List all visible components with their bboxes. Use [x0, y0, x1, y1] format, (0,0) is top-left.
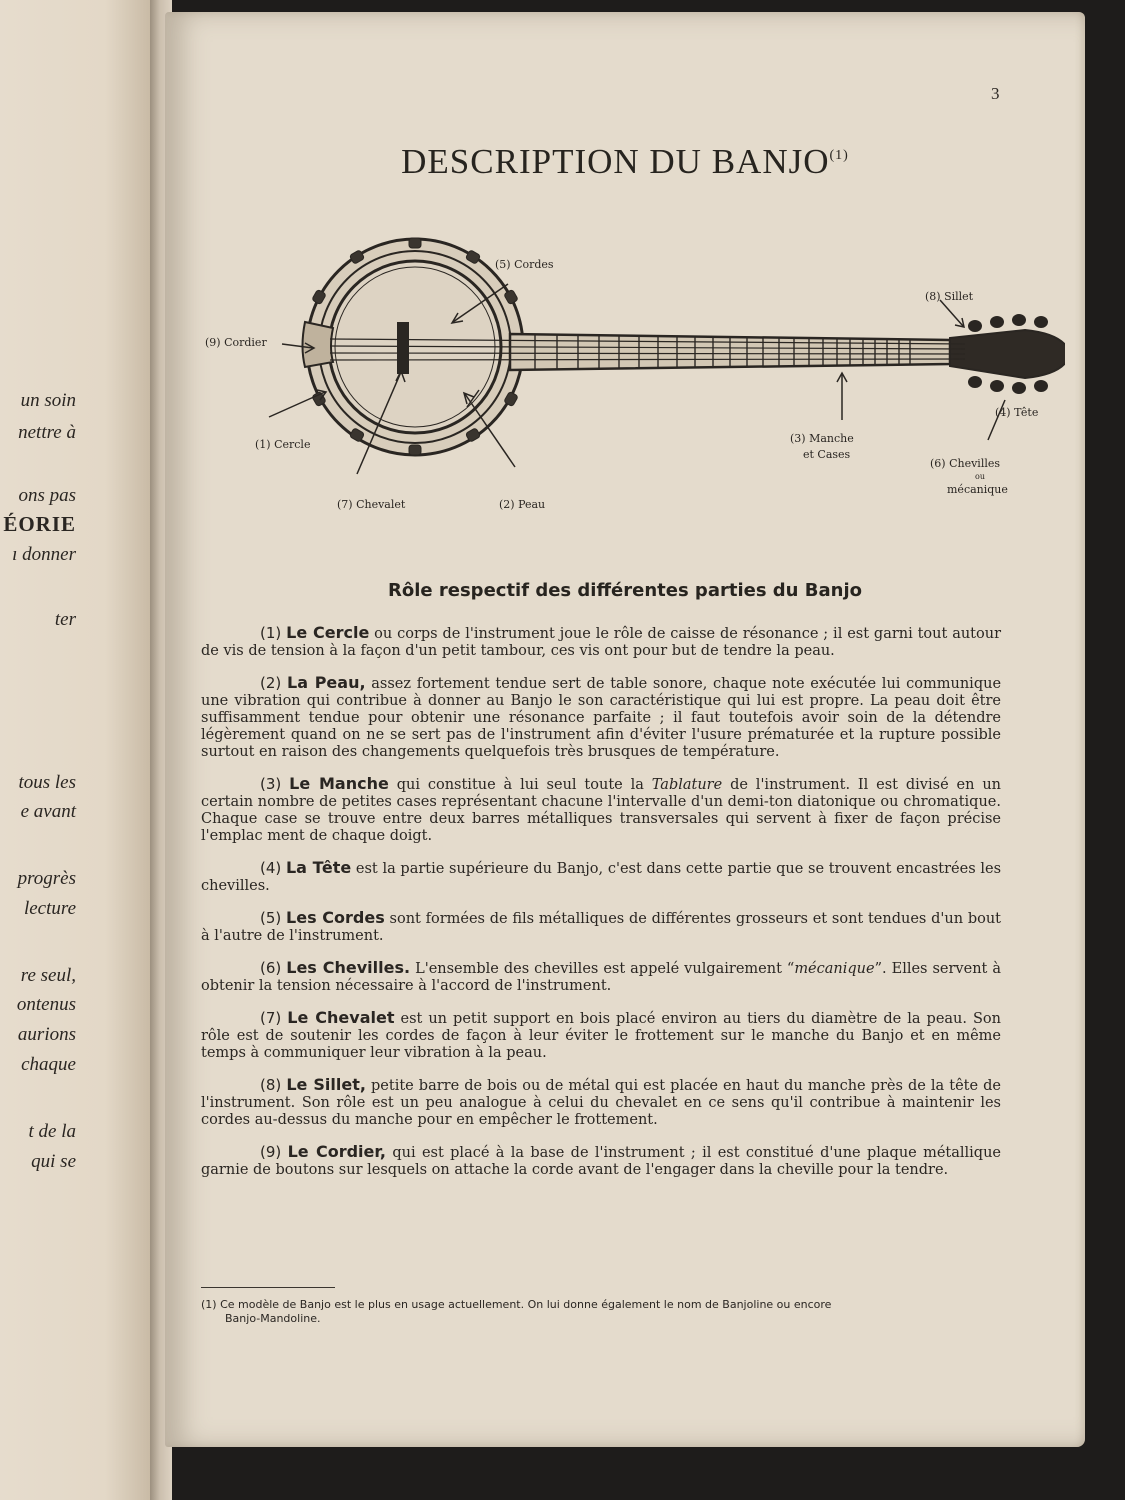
- label-mecanique: mécanique: [947, 483, 1008, 496]
- footnote: [201, 1298, 1001, 1326]
- left-page-line: ons pas: [18, 485, 76, 506]
- left-page-line: chaque: [21, 1054, 76, 1075]
- paragraph-tete: [201, 859, 1001, 895]
- para-term: Le Manche: [289, 774, 389, 793]
- para-number: (5): [260, 909, 282, 927]
- page-title-text: DESCRIPTION DU BANJO: [401, 142, 830, 181]
- left-page-line: tous les: [18, 772, 76, 793]
- page-title: [165, 142, 1085, 182]
- label-cases: et Cases: [803, 448, 851, 461]
- para-text: de l'instrument. Il est divisé en un certain nombre de petites cases représentant chacune l'intervalle d'un demi-ton diatonique ou chromatique. Chaque case se trouve entre deux barres métalliques transversales qui servent à fixer de façon précise l'emplac ment de chaque doigt.: [201, 777, 1001, 844]
- label-cordes: (5) Cordes: [495, 258, 554, 271]
- paragraph-chevalet: [201, 1009, 1001, 1062]
- para-term: Les Cordes: [286, 908, 385, 927]
- paragraph-manche: [201, 775, 1001, 845]
- footnote-divider: [201, 1287, 335, 1288]
- body-text: [201, 624, 1001, 1193]
- banjo-diagram: [205, 222, 1065, 522]
- left-page-line: qui se: [31, 1151, 76, 1172]
- footnote-text-continued: Banjo-Mandoline.: [225, 1312, 321, 1325]
- footnote-text: (1) Ce modèle de Banjo est le plus en usage actuellement. On lui donne également le nom de Banjoline ou encore: [201, 1298, 832, 1311]
- para-text: est la partie supérieure du Banjo, c'est dans cette partie que se trouvent encastrées les chevilles.: [201, 861, 1002, 894]
- para-number: (8): [260, 1076, 282, 1094]
- para-number: (6): [260, 959, 282, 977]
- book-page: [165, 12, 1085, 1447]
- para-text: qui est placé à la base de l'instrument ; il est constitué d'une plaque métallique garnie de boutons sur lesquels on attache la corde avant de l'engager dans la cheville pour la tendre.: [201, 1145, 1001, 1178]
- label-chevilles: (6) Chevilles: [930, 457, 1001, 470]
- para-term: Le Cordier,: [287, 1142, 386, 1161]
- para-number: (2): [260, 674, 282, 692]
- label-chevalet: (7) Chevalet: [337, 498, 406, 511]
- label-manche: (3) Manche: [790, 432, 854, 445]
- para-number: (9): [260, 1143, 282, 1161]
- para-text: L'ensemble des chevilles est appelé vulgairement “: [410, 961, 795, 977]
- label-cercle: (1) Cercle: [255, 438, 311, 451]
- paragraph-cordier: [201, 1143, 1001, 1179]
- left-page-line: progrès: [17, 868, 76, 889]
- left-page-line: ontenus: [16, 994, 76, 1015]
- para-term: La Tête: [285, 858, 352, 877]
- para-italic: mécanique: [794, 961, 875, 977]
- left-page-line: nettre à: [18, 422, 76, 443]
- paragraph-chevilles: [201, 959, 1001, 995]
- para-text: ou corps de l'instrument joue le rôle de caisse de résonance ; il est garni tout autour de vis de tension à la façon d'un petit tambour, ces vis ont pour but de tendre la peau.: [201, 626, 1002, 659]
- label-tete: (4) Tête: [995, 406, 1039, 419]
- left-page-line: aurions: [17, 1024, 76, 1045]
- para-text: ”. Elles servent à obtenir la tension nécessaire à l'accord de l'instrument.: [201, 961, 1001, 994]
- page-number: 3: [991, 84, 1000, 103]
- para-term: La Peau,: [287, 673, 366, 692]
- para-text: sont formées de fils métalliques de différentes grosseurs et sont tendues d'un bout à l'autre de l'instrument.: [201, 911, 1002, 944]
- para-text: petite barre de bois ou de métal qui est placée en haut du manche près de la tête de l'instrument. Son rôle est un peu analogue à celui du chevalet en ce sens qu'il contribue à maintenir les cordes au-dessus du manche pour en empêcher le frottement.: [201, 1078, 1001, 1128]
- left-page-line: ı donner: [12, 544, 76, 565]
- para-number: (3): [260, 775, 282, 793]
- left-page-line: un soin: [20, 390, 76, 411]
- left-page-line: lecture: [23, 898, 76, 919]
- left-page-line: re seul,: [20, 965, 76, 986]
- left-page-fragment: [0, 0, 150, 1500]
- para-text: qui constitue à lui seul toute la: [388, 777, 652, 793]
- para-number: (7): [260, 1009, 282, 1027]
- paragraph-cercle: [201, 624, 1001, 660]
- section-subtitle: Rôle respectif des différentes parties du Banjo: [388, 580, 862, 601]
- para-term: Le Sillet,: [286, 1075, 366, 1094]
- para-text: est un petit support en bois placé environ au tiers du diamètre de la peau. Son rôle est de soutenir les cordes de façon à leur éviter le frottement sur le manche du Banjo et en même temps à communiquer leur vibration à la peau.: [201, 1011, 1002, 1061]
- paragraph-peau: [201, 674, 1001, 761]
- title-footnote-marker: (1): [829, 148, 849, 163]
- paragraph-cordes: [201, 909, 1001, 945]
- left-page-line: ÉORIE: [3, 512, 76, 536]
- label-cordier: (9) Cordier: [205, 336, 267, 349]
- label-peau: (2) Peau: [499, 498, 546, 511]
- label-sillet: (8) Sillet: [925, 290, 974, 303]
- para-number: (4): [260, 859, 282, 877]
- para-italic: Tablature: [651, 777, 723, 793]
- para-number: (1): [260, 624, 282, 642]
- left-page-line: e avant: [20, 801, 76, 822]
- para-term: Les Chevilles.: [286, 958, 411, 977]
- para-term: Le Chevalet: [287, 1008, 395, 1027]
- left-page-line: t de la: [28, 1121, 76, 1142]
- para-text: assez fortement tendue sert de table sonore, chaque note exécutée lui communique une vibration qui contribue à donner au Banjo le son caractéristique qui lui est propre. La peau doit être suffisamment tendue pour obtenir une résonance parfaite ; il faut toutefois avoir soin de la détendre légèrement quand on ne se sert pas de l'instrument afin d'éviter l'usure prématurée et la rupture possible surtout en raison des changements quelquefois très brusques de température.: [201, 676, 1002, 760]
- left-page-line: ter: [54, 609, 76, 630]
- paragraph-sillet: [201, 1076, 1001, 1129]
- banjo-bridge: [397, 322, 409, 374]
- label-chevilles-ou: ou: [975, 472, 985, 481]
- para-term: Le Cercle: [286, 623, 370, 642]
